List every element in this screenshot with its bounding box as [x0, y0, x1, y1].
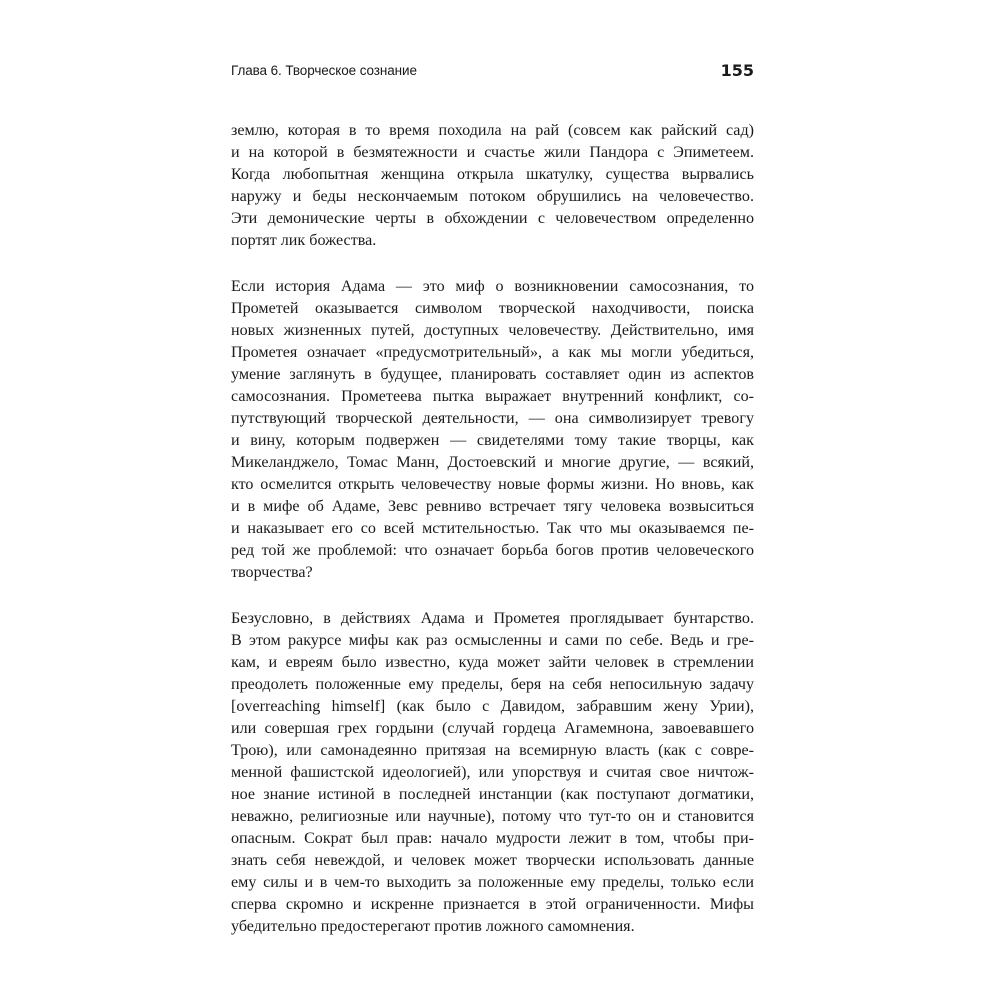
text-line: Когда любопытная женщина открыла шкатулку, существа вырвались: [231, 166, 754, 183]
text-line: землю, которая в то время походила на рай (совсем как райский сад): [231, 122, 754, 139]
text-line: и на которой в безмятежности и счастье жили Пандора с Эпиметеем.: [231, 144, 754, 161]
text-line: и наказывает его со всей мстительностью. Так что мы оказываемся пе-: [231, 520, 754, 537]
text-line: опасным. Сократ был прав: начало мудрости лежит в том, чтобы при-: [231, 830, 754, 847]
paragraph: [231, 276, 754, 584]
text-line: преодолеть положенные ему пределы, беря на себя непосильную задачу: [231, 676, 754, 693]
running-head: [231, 61, 754, 83]
text-line: или совершая грех гордыни (случай гордеца Агамемнона, завоевавшего: [231, 720, 754, 737]
text-line: Прометея означает «предусмотрительный», а как мы могли убедиться,: [231, 344, 754, 361]
text-line: Эти демонические черты в обхождении с человечеством определенно: [231, 210, 754, 227]
text-line: Трою), или самонадеянно притязая на всемирную власть (как с совре-: [231, 742, 754, 759]
text-line: Если история Адама — это миф о возникновении самосознания, то: [231, 278, 754, 295]
text-line: новых жизненных путей, доступных человечеству. Действительно, имя: [231, 322, 754, 339]
text-line: В этом ракурсе мифы как раз осмысленны и сами по себе. Ведь и гре-: [231, 632, 754, 649]
text-line: творчества?: [231, 564, 313, 581]
text-line: Микеланджело, Томас Манн, Достоевский и многие другие, — всякий,: [231, 454, 754, 471]
paragraph: [231, 120, 754, 252]
text-line: путствующий творческой деятельности, — она символизирует тревогу: [231, 410, 754, 427]
page-number: 155: [720, 61, 754, 80]
text-line: Безусловно, в действиях Адама и Прометея проглядывает бунтарство.: [231, 610, 754, 627]
text-line: менной фашистской идеологией), или упорствуя и считая свое ничтож-: [231, 764, 754, 781]
text-line: наружу и беды нескончаемым потоком обрушились на человечество.: [231, 188, 754, 205]
text-line: кто осмелится открыть человечеству новые формы жизни. Но вновь, как: [231, 476, 754, 493]
text-line: сперва скромно и искренне признается в этой ограниченности. Мифы: [231, 896, 754, 913]
text-line: Прометей оказывается символом творческой находчивости, поиска: [231, 300, 754, 317]
text-line: ное знание истиной в последней инстанции (как поступают догматики,: [231, 786, 754, 803]
text-line: неважно, религиозные или научные), потому что тут-то он и становится: [231, 808, 754, 825]
text-line: знать себя невеждой, и человек может творчески использовать данные: [231, 852, 754, 869]
text-line: и в мифе об Адаме, Зевс ревниво встречает тягу человека возвыситься: [231, 498, 754, 515]
text-line: и вину, которым подвержен — свидетелями тому такие творцы, как: [231, 432, 754, 449]
paragraph: [231, 608, 754, 938]
text-line: самосознания. Прометеева пытка выражает внутренний конфликт, со-: [231, 388, 754, 405]
text-line: [overreaching himself] (как было с Давидом, забравшим жену Урии),: [231, 698, 754, 715]
text-line: убедительно предостерегают против ложного самомнения.: [231, 918, 635, 935]
text-line: кам, и евреям было известно, куда может зайти человек в стремлении: [231, 654, 754, 671]
text-line: ему силы и в чем-то выходить за положенные ему пределы, только если: [231, 874, 754, 891]
body-text: [231, 120, 754, 938]
text-line: ред той же проблемой: что означает борьба богов против человеческого: [231, 542, 754, 559]
chapter-title: Глава 6. Творческое сознание: [231, 63, 417, 78]
text-line: умение заглянуть в будущее, планировать составляет один из аспектов: [231, 366, 754, 383]
text-line: портят лик божества.: [231, 232, 377, 249]
